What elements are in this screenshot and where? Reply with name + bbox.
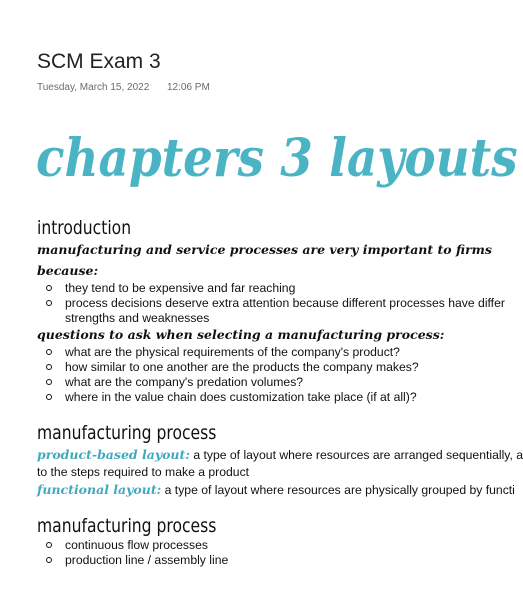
bullet-icon <box>46 300 52 306</box>
list-item[interactable]: what are the physical requirements of the company's product? <box>44 345 474 360</box>
bullet-icon <box>46 364 52 370</box>
list-item[interactable]: production line / assembly line <box>44 553 474 568</box>
bullet-icon <box>46 394 52 400</box>
bullet-icon <box>46 285 52 291</box>
list-item-continuation: strengths and weaknesses <box>65 311 210 325</box>
section-heading-manufacturing-process[interactable]: manufacturing process <box>37 422 217 444</box>
questions-label[interactable]: questions to ask when selecting a manufacturing process: <box>37 327 445 342</box>
bullet-icon <box>46 557 52 563</box>
bullet-icon <box>46 379 52 385</box>
list-item[interactable]: how similar to one another are the products the company makes? <box>44 360 474 375</box>
definition-text: a type of layout where resources are physically grouped by functi <box>164 483 515 497</box>
definition-product-based[interactable] <box>37 447 523 462</box>
list-item[interactable]: process decisions deserve extra attention because different processes have differ strengths and weaknesses <box>44 296 474 326</box>
because-list <box>44 281 505 326</box>
definition-continuation[interactable]: to the steps required to make a product <box>37 465 250 479</box>
note-date: Tuesday, March 15, 2022 <box>37 82 150 93</box>
list-item[interactable]: they tend to be expensive and far reaching <box>44 281 474 296</box>
list-item[interactable]: what are the company's predation volumes? <box>44 375 474 390</box>
list-item[interactable]: where in the value chain does customization take place (if at all)? <box>44 390 474 405</box>
bullet-icon <box>46 349 52 355</box>
page-title[interactable]: SCM Exam 3 <box>37 50 161 73</box>
because-label[interactable]: because: <box>37 263 99 278</box>
questions-list <box>44 345 474 405</box>
section-heading-manufacturing-process-2[interactable]: manufacturing process <box>37 515 217 537</box>
term-functional: functional layout: <box>37 482 162 497</box>
definition-functional[interactable] <box>37 482 515 497</box>
note-time: 12:06 PM <box>167 82 210 93</box>
list-item[interactable]: continuous flow processes <box>44 538 474 553</box>
handwritten-title[interactable]: chapters 3 layouts <box>36 128 518 189</box>
process-list <box>44 538 474 568</box>
bullet-icon <box>46 542 52 548</box>
section-heading-introduction[interactable]: introduction <box>37 217 132 239</box>
term-product-based: product-based layout: <box>37 447 190 462</box>
definition-text: a type of layout where resources are arranged sequentially, a <box>193 448 523 462</box>
intro-lead[interactable]: manufacturing and service processes are very important to firms <box>37 242 492 257</box>
